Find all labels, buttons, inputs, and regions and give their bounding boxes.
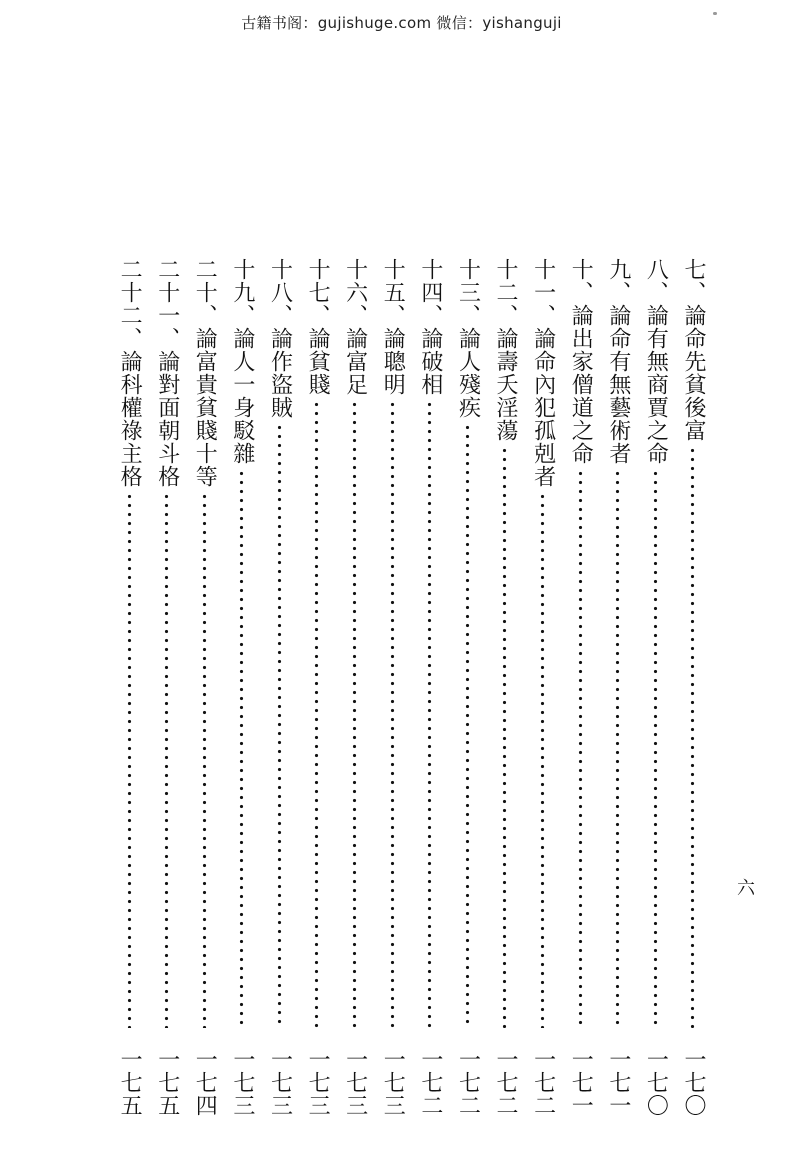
toc-entry-page: 一七二 bbox=[417, 1048, 443, 1117]
toc-entry-8 bbox=[637, 258, 675, 1138]
toc-leader-dots bbox=[390, 400, 395, 1028]
toc-entry-page: 一七三 bbox=[342, 1048, 368, 1117]
toc-leader-dots bbox=[239, 469, 244, 1028]
toc-leader-dots bbox=[653, 469, 658, 1028]
toc-entry-title: 十五、論聰明 bbox=[380, 258, 406, 396]
toc-entry-title: 十三、論人殘疾 bbox=[455, 258, 481, 419]
toc-entry-title: 十八、論作盜賊 bbox=[267, 258, 293, 419]
toc-entry-page: 一七五 bbox=[117, 1048, 143, 1117]
toc-entry-title: 十一、論命內犯孤剋者 bbox=[530, 258, 556, 488]
toc-leader-dots bbox=[352, 400, 357, 1028]
toc-entry-20 bbox=[186, 258, 224, 1138]
toc-leader-dots bbox=[502, 446, 507, 1028]
toc-entry-title: 十六、論富足 bbox=[342, 258, 368, 396]
toc-leader-dots bbox=[164, 492, 169, 1028]
toc-entry-13 bbox=[449, 258, 487, 1138]
toc-entry-title: 二十一、論對面朝斗格 bbox=[154, 258, 180, 488]
watermark-header: 古籍书阁：gujishuge.com 微信：yishanguji bbox=[241, 14, 562, 32]
toc-entry-17 bbox=[298, 258, 336, 1138]
toc-entry-title: 十、論出家僧道之命 bbox=[568, 258, 594, 465]
table-of-contents bbox=[72, 258, 712, 1138]
toc-entry-title: 二十、論富貴貧賤十等 bbox=[192, 258, 218, 488]
toc-entry-title: 八、論有無商賈之命 bbox=[643, 258, 669, 465]
toc-entry-page: 一七五 bbox=[154, 1048, 180, 1117]
toc-entry-18 bbox=[261, 258, 299, 1138]
toc-entry-7 bbox=[674, 258, 712, 1138]
toc-leader-dots bbox=[314, 400, 319, 1028]
toc-entry-title: 二十二、論科權祿主格 bbox=[117, 258, 143, 488]
toc-entry-title: 七、論命先貧後富 bbox=[681, 258, 706, 442]
toc-entry-19 bbox=[223, 258, 261, 1138]
toc-entry-14 bbox=[411, 258, 449, 1138]
toc-entry-15 bbox=[374, 258, 412, 1138]
toc-leader-dots bbox=[615, 469, 620, 1028]
toc-leader-dots bbox=[427, 400, 432, 1028]
toc-leader-dots bbox=[465, 423, 470, 1028]
toc-entry-22 bbox=[111, 258, 149, 1138]
toc-entry-11 bbox=[524, 258, 562, 1138]
toc-entry-page: 一七三 bbox=[380, 1048, 406, 1117]
toc-entry-21 bbox=[148, 258, 186, 1138]
toc-entry-9 bbox=[599, 258, 637, 1138]
toc-entry-title: 十四、論破相 bbox=[417, 258, 443, 396]
toc-entry-page: 一七一 bbox=[568, 1048, 594, 1117]
toc-entry-page: 一七二 bbox=[530, 1048, 556, 1117]
toc-leader-dots bbox=[127, 492, 132, 1028]
toc-entry-title: 十二、論壽夭淫蕩 bbox=[493, 258, 519, 442]
toc-entry-page: 一七三 bbox=[229, 1048, 255, 1117]
toc-entry-page: 一七〇 bbox=[643, 1048, 669, 1117]
toc-entry-page: 一七三 bbox=[267, 1048, 293, 1117]
toc-entry-page: 一七〇 bbox=[681, 1048, 706, 1117]
toc-entry-title: 九、論命有無藝術者 bbox=[605, 258, 631, 465]
page-folio-number: 六 bbox=[737, 878, 755, 899]
toc-entry-16 bbox=[336, 258, 374, 1138]
toc-leader-dots bbox=[540, 492, 545, 1028]
toc-leader-dots bbox=[202, 492, 207, 1028]
toc-entry-title: 十七、論貧賤 bbox=[305, 258, 331, 396]
toc-entry-title: 十九、論人一身駁雜 bbox=[229, 258, 255, 465]
toc-entry-12 bbox=[486, 258, 524, 1138]
toc-entry-10 bbox=[562, 258, 600, 1138]
toc-entry-page: 一七一 bbox=[605, 1048, 631, 1117]
toc-leader-dots bbox=[277, 423, 282, 1028]
toc-entry-page: 一七四 bbox=[192, 1048, 218, 1117]
toc-entry-page: 一七三 bbox=[305, 1048, 331, 1117]
toc-entry-page: 一七二 bbox=[493, 1048, 519, 1117]
toc-leader-dots bbox=[690, 446, 695, 1028]
toc-leader-dots bbox=[578, 469, 583, 1028]
scan-speck bbox=[713, 12, 717, 15]
toc-entry-page: 一七二 bbox=[455, 1048, 481, 1117]
